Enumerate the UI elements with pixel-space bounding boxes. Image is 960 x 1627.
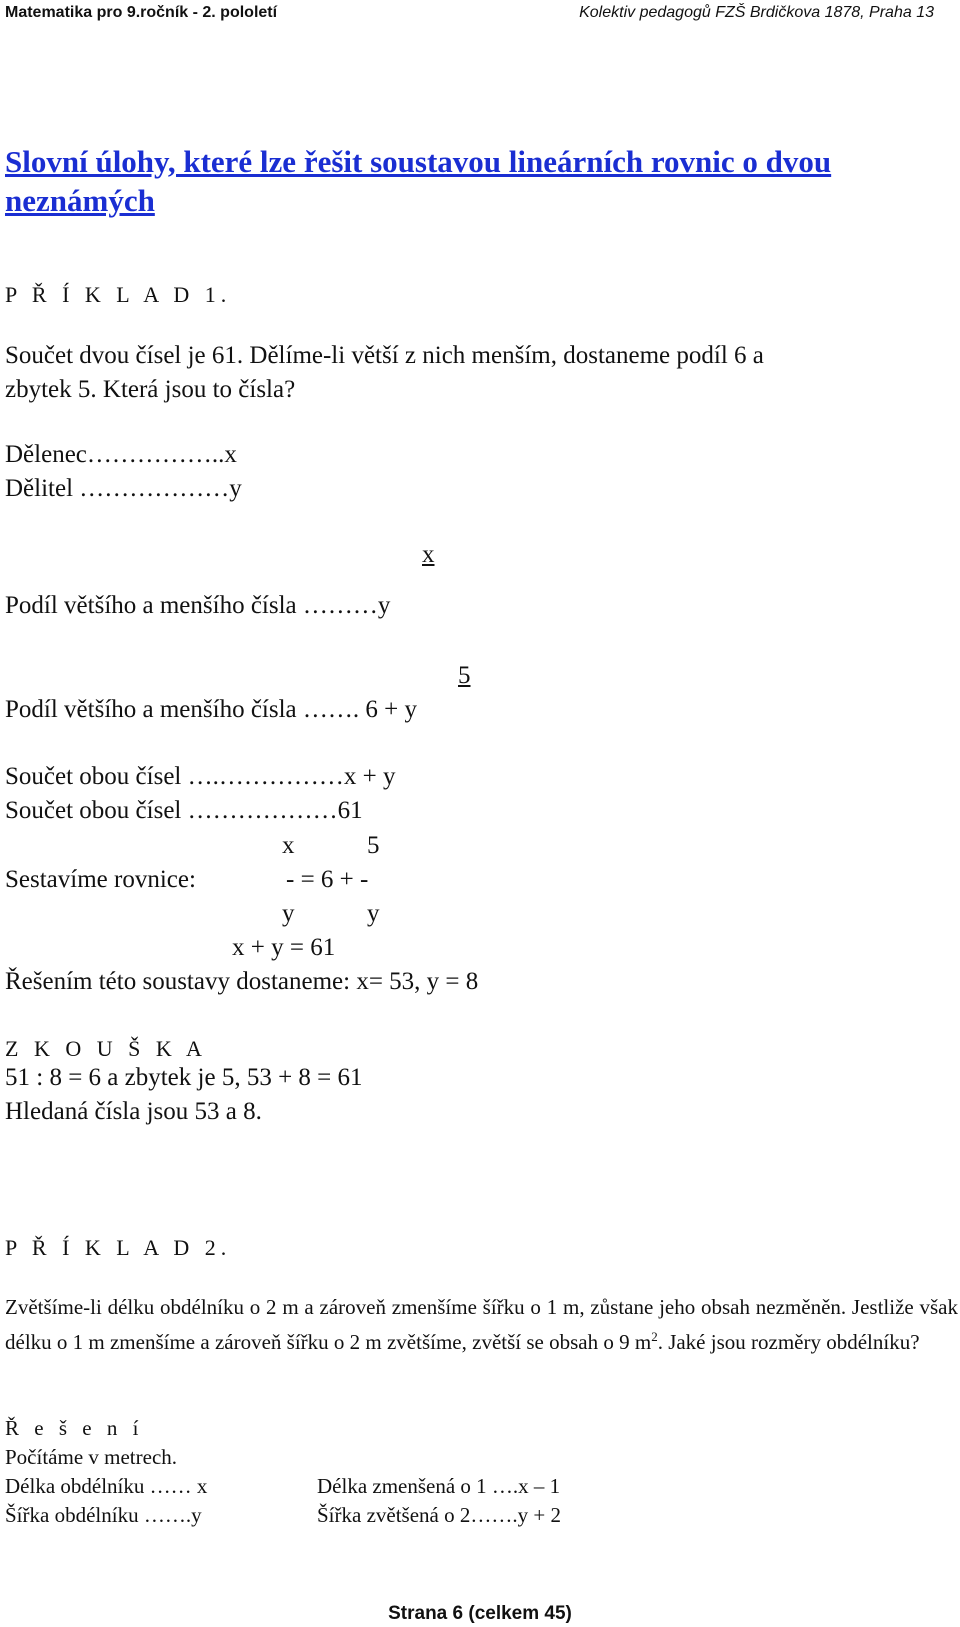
podil1-line: Podíl většího a menšího čísla ………y [5, 592, 391, 619]
sirka-zvetsena-line: Šířka zvětšená o 2…….y + 2 [317, 1503, 561, 1527]
delka-zmensena-line: Délka zmenšená o 1 ….x – 1 [317, 1474, 561, 1498]
equation-y1: y [282, 900, 295, 927]
units-line: Počítáme v metrech. [5, 1445, 178, 1469]
podil2-numerator: 5 [458, 662, 471, 689]
equation-second: x + y = 61 [232, 934, 336, 961]
delenec-line: Dělenec……………..x [5, 441, 237, 468]
example2-text-sup: 2 [651, 1329, 658, 1344]
answer-line: Hledaná čísla jsou 53 a 8. [5, 1098, 262, 1125]
result-line: Řešením této soustavy dostaneme: x= 53, y = 8 [5, 968, 479, 995]
solution-heading: Ř e š e n í [5, 1416, 144, 1440]
page-title: Slovní úlohy, které lze řešit soustavou lineárních rovnic o dvou neznámých [5, 144, 832, 218]
delka-line: Délka obdélníku …… x [5, 1474, 208, 1498]
check-line: 51 : 8 = 6 a zbytek je 5, 53 + 8 = 61 [5, 1064, 363, 1091]
podil2-line: Podíl většího a menšího čísla ……. 6 + y [5, 696, 417, 723]
equation-x: x [282, 832, 295, 859]
podil1-numerator: x [422, 541, 435, 568]
equation-5: 5 [367, 832, 380, 859]
equation-label: Sestavíme rovnice: [5, 866, 196, 893]
check-heading: Z K O U Š K A [5, 1036, 207, 1061]
example1-heading: P Ř Í K L A D 1. [5, 282, 232, 307]
example1-text-line1: Součet dvou čísel je 61. Dělíme-li větší z nich menším, dostaneme podíl 6 a [5, 342, 764, 369]
example2-heading: P Ř Í K L A D 2. [5, 1235, 232, 1260]
header-right: Kolektiv pedagogů FZŠ Brdičkova 1878, Praha 13 [579, 4, 934, 21]
example2-text-main: Zvětšíme-li délku obdélníku o 2 m a zároveň zmenšíme šířku o 1 m, zůstane jeho obsah nezměněn. Jestliže však délku o 1 m zmenšíme a zároveň šířku o 2 m zvětšíme, zvětší se obsah o 9 m [5, 1295, 958, 1354]
delitel-line: Dělitel ………………y [5, 475, 242, 502]
equation-line: - = 6 + - [286, 866, 369, 893]
page-footer: Strana 6 (celkem 45) [388, 1603, 572, 1624]
soucet1-line: Součet obou čísel ….……………x + y [5, 763, 396, 790]
example2-text [5, 1293, 958, 1357]
equation-y2: y [367, 900, 380, 927]
example1-text-line2: zbytek 5. Která jsou to čísla? [5, 376, 296, 403]
sirka-line: Šířka obdélníku …….y [5, 1503, 202, 1527]
header-left: Matematika pro 9.ročník - 2. pololetí [5, 4, 278, 21]
example2-text-end: . Jaké jsou rozměry obdélníku? [657, 1330, 920, 1354]
soucet2-line: Součet obou čísel ………………61 [5, 797, 363, 824]
